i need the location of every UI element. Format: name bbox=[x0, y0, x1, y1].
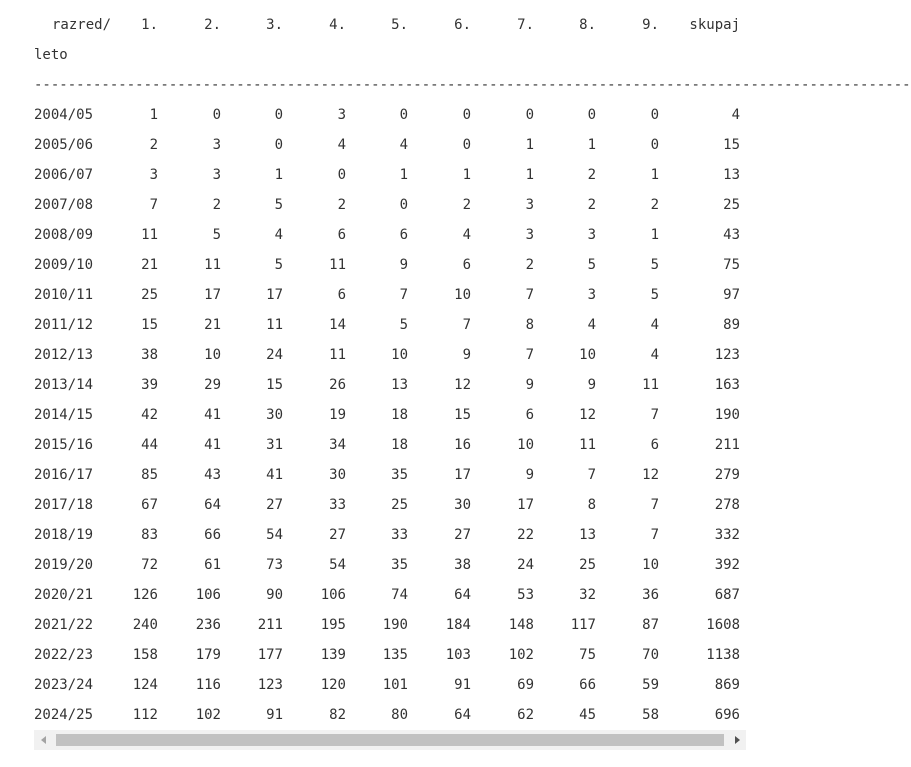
cell-col-8: 13 bbox=[579, 527, 596, 543]
header-col-1: 1. bbox=[141, 17, 158, 33]
cell-col-4: 195 bbox=[320, 617, 346, 633]
cell-col-4: 6 bbox=[337, 227, 346, 243]
table-row bbox=[0, 550, 763, 580]
cell-col-8: 45 bbox=[579, 707, 596, 723]
cell-col-7: 24 bbox=[517, 557, 534, 573]
cell-col-8: 66 bbox=[579, 677, 596, 693]
cell-col-5: 80 bbox=[391, 707, 408, 723]
header-col-2: 2. bbox=[204, 17, 221, 33]
row-year: 2010/11 bbox=[34, 287, 94, 303]
table-row bbox=[0, 160, 763, 190]
cell-col-6: 64 bbox=[454, 707, 471, 723]
scrollbar-thumb[interactable] bbox=[56, 734, 724, 746]
cell-col-1: 67 bbox=[141, 497, 158, 513]
cell-col-9: 1 bbox=[650, 167, 659, 183]
row-year: 2007/08 bbox=[34, 197, 94, 213]
cell-col-4: 30 bbox=[329, 467, 346, 483]
header-col-5: 5. bbox=[391, 17, 408, 33]
table-row bbox=[0, 580, 763, 610]
cell-col-3: 177 bbox=[257, 647, 283, 663]
cell-col-1: 25 bbox=[141, 287, 158, 303]
cell-col-1: 21 bbox=[141, 257, 158, 273]
table-row bbox=[0, 130, 763, 160]
row-year: 2006/07 bbox=[34, 167, 94, 183]
cell-col-3: 24 bbox=[266, 347, 283, 363]
table-row bbox=[0, 220, 763, 250]
chevron-right-icon bbox=[735, 736, 740, 744]
cell-col-9: 87 bbox=[642, 617, 659, 633]
row-year: 2019/20 bbox=[34, 557, 94, 573]
table-row bbox=[0, 190, 763, 220]
cell-col-total: 163 bbox=[714, 377, 740, 393]
cell-col-3: 0 bbox=[274, 137, 283, 153]
cell-col-6: 0 bbox=[462, 107, 471, 123]
cell-col-5: 13 bbox=[391, 377, 408, 393]
cell-col-4: 2 bbox=[337, 197, 346, 213]
cell-col-8: 2 bbox=[587, 197, 596, 213]
cell-col-7: 148 bbox=[508, 617, 534, 633]
cell-col-total: 392 bbox=[714, 557, 740, 573]
cell-col-1: 3 bbox=[149, 167, 158, 183]
cell-col-total: 89 bbox=[723, 317, 740, 333]
cell-col-9: 70 bbox=[642, 647, 659, 663]
cell-col-3: 15 bbox=[266, 377, 283, 393]
cell-col-2: 43 bbox=[204, 467, 221, 483]
table-row bbox=[0, 610, 763, 640]
cell-col-5: 0 bbox=[399, 197, 408, 213]
table-row bbox=[0, 640, 763, 670]
cell-col-1: 11 bbox=[141, 227, 158, 243]
cell-col-7: 9 bbox=[525, 467, 534, 483]
header-col-6: 6. bbox=[454, 17, 471, 33]
cell-col-9: 0 bbox=[650, 137, 659, 153]
cell-col-3: 41 bbox=[266, 467, 283, 483]
cell-col-2: 17 bbox=[204, 287, 221, 303]
cell-col-7: 17 bbox=[517, 497, 534, 513]
cell-col-7: 7 bbox=[525, 287, 534, 303]
cell-col-4: 4 bbox=[337, 137, 346, 153]
cell-col-total: 332 bbox=[714, 527, 740, 543]
cell-col-8: 7 bbox=[587, 467, 596, 483]
cell-col-2: 41 bbox=[204, 407, 221, 423]
chevron-left-icon bbox=[41, 736, 46, 744]
cell-col-2: 2 bbox=[212, 197, 221, 213]
cell-col-9: 5 bbox=[650, 257, 659, 273]
cell-col-5: 135 bbox=[382, 647, 408, 663]
cell-col-9: 11 bbox=[642, 377, 659, 393]
cell-col-2: 179 bbox=[195, 647, 221, 663]
row-year: 2011/12 bbox=[34, 317, 94, 333]
cell-col-4: 11 bbox=[329, 347, 346, 363]
cell-col-1: 42 bbox=[141, 407, 158, 423]
cell-col-6: 64 bbox=[454, 587, 471, 603]
cell-col-5: 190 bbox=[382, 617, 408, 633]
cell-col-5: 35 bbox=[391, 557, 408, 573]
cell-col-1: 7 bbox=[149, 197, 158, 213]
scroll-right-button[interactable] bbox=[728, 730, 746, 750]
cell-col-7: 69 bbox=[517, 677, 534, 693]
cell-col-9: 58 bbox=[642, 707, 659, 723]
scroll-left-button[interactable] bbox=[34, 730, 52, 750]
table-row bbox=[0, 340, 763, 370]
cell-col-9: 5 bbox=[650, 287, 659, 303]
cell-col-6: 4 bbox=[462, 227, 471, 243]
cell-col-6: 9 bbox=[462, 347, 471, 363]
cell-col-7: 102 bbox=[508, 647, 534, 663]
cell-col-3: 17 bbox=[266, 287, 283, 303]
cell-col-8: 3 bbox=[587, 227, 596, 243]
cell-col-5: 18 bbox=[391, 437, 408, 453]
cell-col-8: 0 bbox=[587, 107, 596, 123]
cell-col-1: 2 bbox=[149, 137, 158, 153]
cell-col-6: 27 bbox=[454, 527, 471, 543]
cell-col-total: 4 bbox=[731, 107, 740, 123]
cell-col-7: 3 bbox=[525, 197, 534, 213]
cell-col-1: 124 bbox=[132, 677, 158, 693]
cell-col-3: 211 bbox=[257, 617, 283, 633]
header-first-col-line2: leto bbox=[34, 47, 68, 63]
cell-col-total: 869 bbox=[714, 677, 740, 693]
cell-col-7: 53 bbox=[517, 587, 534, 603]
cell-col-6: 6 bbox=[462, 257, 471, 273]
row-year: 2005/06 bbox=[34, 137, 94, 153]
cell-col-total: 43 bbox=[723, 227, 740, 243]
cell-col-6: 1 bbox=[462, 167, 471, 183]
cell-col-2: 61 bbox=[204, 557, 221, 573]
cell-col-1: 85 bbox=[141, 467, 158, 483]
cell-col-2: 3 bbox=[212, 137, 221, 153]
table-row bbox=[0, 430, 763, 460]
cell-col-total: 211 bbox=[714, 437, 740, 453]
table-row bbox=[0, 370, 763, 400]
cell-col-2: 64 bbox=[204, 497, 221, 513]
cell-col-3: 1 bbox=[274, 167, 283, 183]
cell-col-6: 38 bbox=[454, 557, 471, 573]
cell-col-5: 25 bbox=[391, 497, 408, 513]
cell-col-4: 6 bbox=[337, 287, 346, 303]
cell-col-7: 62 bbox=[517, 707, 534, 723]
cell-col-8: 5 bbox=[587, 257, 596, 273]
cell-col-3: 73 bbox=[266, 557, 283, 573]
cell-col-6: 0 bbox=[462, 137, 471, 153]
cell-col-4: 120 bbox=[320, 677, 346, 693]
cell-col-5: 6 bbox=[399, 227, 408, 243]
cell-col-5: 9 bbox=[399, 257, 408, 273]
cell-col-9: 12 bbox=[642, 467, 659, 483]
cell-col-total: 13 bbox=[723, 167, 740, 183]
cell-col-4: 106 bbox=[320, 587, 346, 603]
table-row bbox=[0, 700, 763, 730]
cell-col-1: 240 bbox=[132, 617, 158, 633]
cell-col-4: 26 bbox=[329, 377, 346, 393]
cell-col-6: 12 bbox=[454, 377, 471, 393]
cell-col-1: 72 bbox=[141, 557, 158, 573]
cell-col-5: 35 bbox=[391, 467, 408, 483]
cell-col-1: 44 bbox=[141, 437, 158, 453]
cell-col-7: 7 bbox=[525, 347, 534, 363]
cell-col-7: 1 bbox=[525, 137, 534, 153]
table-row bbox=[0, 670, 763, 700]
table-row bbox=[0, 520, 763, 550]
cell-col-3: 31 bbox=[266, 437, 283, 453]
cell-col-8: 4 bbox=[587, 317, 596, 333]
cell-col-2: 10 bbox=[204, 347, 221, 363]
cell-col-total: 123 bbox=[714, 347, 740, 363]
row-year: 2012/13 bbox=[34, 347, 94, 363]
cell-col-3: 5 bbox=[274, 197, 283, 213]
cell-col-3: 0 bbox=[274, 107, 283, 123]
cell-col-1: 39 bbox=[141, 377, 158, 393]
cell-col-6: 15 bbox=[454, 407, 471, 423]
cell-col-1: 112 bbox=[132, 707, 158, 723]
cell-col-2: 0 bbox=[212, 107, 221, 123]
header-first-col: razred/ bbox=[52, 17, 112, 33]
cell-col-2: 21 bbox=[204, 317, 221, 333]
cell-col-6: 16 bbox=[454, 437, 471, 453]
cell-col-3: 90 bbox=[266, 587, 283, 603]
cell-col-6: 17 bbox=[454, 467, 471, 483]
cell-col-9: 6 bbox=[650, 437, 659, 453]
cell-col-7: 1 bbox=[525, 167, 534, 183]
cell-col-3: 30 bbox=[266, 407, 283, 423]
row-year: 2018/19 bbox=[34, 527, 94, 543]
row-year: 2016/17 bbox=[34, 467, 94, 483]
header-col-7: 7. bbox=[517, 17, 534, 33]
row-year: 2015/16 bbox=[34, 437, 94, 453]
row-year: 2023/24 bbox=[34, 677, 94, 693]
cell-col-3: 11 bbox=[266, 317, 283, 333]
cell-col-2: 236 bbox=[195, 617, 221, 633]
cell-col-6: 10 bbox=[454, 287, 471, 303]
cell-col-4: 19 bbox=[329, 407, 346, 423]
cell-col-6: 103 bbox=[445, 647, 471, 663]
row-year: 2021/22 bbox=[34, 617, 94, 633]
cell-col-8: 117 bbox=[570, 617, 596, 633]
cell-col-9: 4 bbox=[650, 347, 659, 363]
cell-col-8: 9 bbox=[587, 377, 596, 393]
cell-col-8: 1 bbox=[587, 137, 596, 153]
cell-col-2: 41 bbox=[204, 437, 221, 453]
header-col-8: 8. bbox=[579, 17, 596, 33]
cell-col-total: 97 bbox=[723, 287, 740, 303]
cell-col-5: 0 bbox=[399, 107, 408, 123]
cell-col-2: 116 bbox=[195, 677, 221, 693]
table-row bbox=[0, 280, 763, 310]
table-row bbox=[0, 490, 763, 520]
cell-col-total: 278 bbox=[714, 497, 740, 513]
row-year: 2020/21 bbox=[34, 587, 94, 603]
cell-col-8: 75 bbox=[579, 647, 596, 663]
cell-col-9: 36 bbox=[642, 587, 659, 603]
cell-col-total: 1138 bbox=[706, 647, 740, 663]
cell-col-2: 66 bbox=[204, 527, 221, 543]
cell-col-7: 10 bbox=[517, 437, 534, 453]
cell-col-9: 4 bbox=[650, 317, 659, 333]
header-row bbox=[0, 10, 763, 40]
row-year: 2024/25 bbox=[34, 707, 94, 723]
cell-col-4: 54 bbox=[329, 557, 346, 573]
cell-col-4: 27 bbox=[329, 527, 346, 543]
cell-col-8: 8 bbox=[587, 497, 596, 513]
row-year: 2017/18 bbox=[34, 497, 94, 513]
cell-col-5: 5 bbox=[399, 317, 408, 333]
cell-col-6: 30 bbox=[454, 497, 471, 513]
cell-col-4: 0 bbox=[337, 167, 346, 183]
row-year: 2022/23 bbox=[34, 647, 94, 663]
cell-col-5: 74 bbox=[391, 587, 408, 603]
table-row bbox=[0, 100, 763, 130]
cell-col-8: 12 bbox=[579, 407, 596, 423]
cell-col-4: 14 bbox=[329, 317, 346, 333]
cell-col-total: 15 bbox=[723, 137, 740, 153]
cell-col-8: 10 bbox=[579, 347, 596, 363]
cell-col-5: 1 bbox=[399, 167, 408, 183]
cell-col-9: 7 bbox=[650, 527, 659, 543]
cell-col-2: 102 bbox=[195, 707, 221, 723]
cell-col-8: 25 bbox=[579, 557, 596, 573]
cell-col-3: 54 bbox=[266, 527, 283, 543]
cell-col-3: 5 bbox=[274, 257, 283, 273]
cell-col-1: 83 bbox=[141, 527, 158, 543]
row-year: 2004/05 bbox=[34, 107, 94, 123]
table-row bbox=[0, 400, 763, 430]
cell-col-7: 8 bbox=[525, 317, 534, 333]
horizontal-scrollbar[interactable] bbox=[34, 730, 746, 750]
table-row bbox=[0, 310, 763, 340]
cell-col-8: 11 bbox=[579, 437, 596, 453]
cell-col-5: 18 bbox=[391, 407, 408, 423]
cell-col-7: 2 bbox=[525, 257, 534, 273]
cell-col-4: 139 bbox=[320, 647, 346, 663]
cell-col-8: 3 bbox=[587, 287, 596, 303]
cell-col-8: 2 bbox=[587, 167, 596, 183]
cell-col-6: 91 bbox=[454, 677, 471, 693]
cell-col-total: 696 bbox=[714, 707, 740, 723]
cell-col-total: 687 bbox=[714, 587, 740, 603]
cell-col-8: 32 bbox=[579, 587, 596, 603]
cell-col-4: 11 bbox=[329, 257, 346, 273]
cell-col-2: 11 bbox=[204, 257, 221, 273]
cell-col-total: 1608 bbox=[706, 617, 740, 633]
cell-col-total: 279 bbox=[714, 467, 740, 483]
cell-col-5: 10 bbox=[391, 347, 408, 363]
cell-col-9: 1 bbox=[650, 227, 659, 243]
header-col-total: skupaj bbox=[689, 17, 740, 33]
cell-col-total: 25 bbox=[723, 197, 740, 213]
cell-col-9: 2 bbox=[650, 197, 659, 213]
cell-col-1: 158 bbox=[132, 647, 158, 663]
row-year: 2009/10 bbox=[34, 257, 94, 273]
cell-col-4: 34 bbox=[329, 437, 346, 453]
cell-col-5: 4 bbox=[399, 137, 408, 153]
cell-col-1: 1 bbox=[149, 107, 158, 123]
cell-col-2: 5 bbox=[212, 227, 221, 243]
row-year: 2014/15 bbox=[34, 407, 94, 423]
cell-col-7: 9 bbox=[525, 377, 534, 393]
cell-col-total: 75 bbox=[723, 257, 740, 273]
cell-col-9: 10 bbox=[642, 557, 659, 573]
header-row-2 bbox=[0, 40, 763, 70]
cell-col-3: 4 bbox=[274, 227, 283, 243]
cell-col-1: 38 bbox=[141, 347, 158, 363]
cell-col-3: 27 bbox=[266, 497, 283, 513]
cell-col-3: 91 bbox=[266, 707, 283, 723]
cell-col-7: 6 bbox=[525, 407, 534, 423]
cell-col-total: 190 bbox=[714, 407, 740, 423]
header-col-4: 4. bbox=[329, 17, 346, 33]
table-row bbox=[0, 460, 763, 490]
cell-col-2: 29 bbox=[204, 377, 221, 393]
cell-col-7: 0 bbox=[525, 107, 534, 123]
header-divider: -------------------------------------------------------------------------------------------------------- bbox=[34, 77, 911, 93]
cell-col-5: 101 bbox=[382, 677, 408, 693]
row-year: 2013/14 bbox=[34, 377, 94, 393]
cell-col-9: 7 bbox=[650, 497, 659, 513]
header-col-9: 9. bbox=[642, 17, 659, 33]
cell-col-9: 59 bbox=[642, 677, 659, 693]
cell-col-6: 7 bbox=[462, 317, 471, 333]
cell-col-6: 2 bbox=[462, 197, 471, 213]
cell-col-4: 82 bbox=[329, 707, 346, 723]
cell-col-3: 123 bbox=[257, 677, 283, 693]
row-year: 2008/09 bbox=[34, 227, 94, 243]
cell-col-6: 184 bbox=[445, 617, 471, 633]
cell-col-7: 22 bbox=[517, 527, 534, 543]
cell-col-9: 7 bbox=[650, 407, 659, 423]
cell-col-7: 3 bbox=[525, 227, 534, 243]
cell-col-5: 7 bbox=[399, 287, 408, 303]
cell-col-9: 0 bbox=[650, 107, 659, 123]
cell-col-1: 126 bbox=[132, 587, 158, 603]
table-row bbox=[0, 250, 763, 280]
cell-col-2: 106 bbox=[195, 587, 221, 603]
cell-col-1: 15 bbox=[141, 317, 158, 333]
cell-col-5: 33 bbox=[391, 527, 408, 543]
header-col-3: 3. bbox=[266, 17, 283, 33]
cell-col-4: 33 bbox=[329, 497, 346, 513]
cell-col-4: 3 bbox=[337, 107, 346, 123]
cell-col-2: 3 bbox=[212, 167, 221, 183]
